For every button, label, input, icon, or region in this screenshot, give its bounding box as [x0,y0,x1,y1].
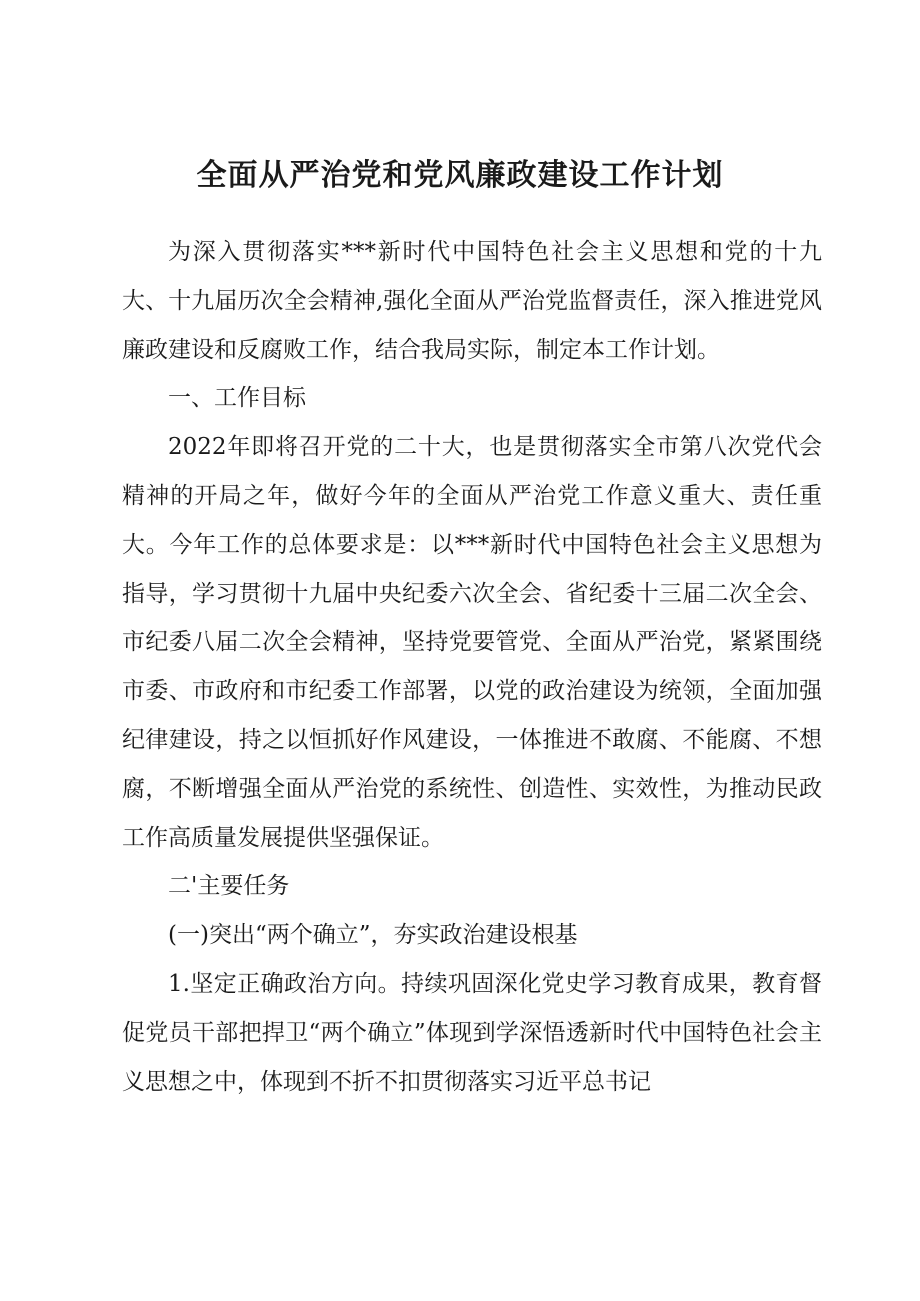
goals-paragraph: 2022年即将召开党的二十大，也是贯彻落实全市第八次党代会精神的开局之年，做好今年的全面从严治党工作意义重大、责任重大。今年工作的总体要求是：以***新时代中国特色社会主义思想为指导，学习贯彻十九届中央纪委六次全会、省纪委十三届二次全会、市纪委八届二次全会精神，坚持党要管党、全面从严治党，紧紧围绕市委、市政府和市纪委工作部署，以党的政治建设为统领，全面加强纪律建设，持之以恒抓好作风建设，一体推进不敢腐、不能腐、不想腐，不断增强全面从严治党的系统性、创造性、实效性，为推动民政工作高质量发展提供坚强保证。 [122,434,822,851]
section-heading-tasks: 二'主要任务 [168,873,290,900]
subsection-heading-political: (一)突出“两个确立”，夯实政治建设根基 [168,922,578,949]
intro-paragraph: 为深入贯彻落实***新时代中国特色社会主义思想和党的十九大、十九届历次全会精神,强化全面从严治党监督责任，深入推进党风廉政建设和反腐败工作，结合我局实际，制定本工作计划。 [122,239,822,363]
task-paragraph-1: 1.坚定正确政治方向。持续巩固深化党史学习教育成果，教育督促党员干部把捍卫“两个确立”体现到学深悟透新时代中国特色社会主义思想之中，体现到不折不扣贯彻落实习近平总书记 [122,970,822,1095]
section-heading-goals: 一、工作目标 [168,385,306,412]
document-body [122,228,822,1106]
document-title: 全面从严治党和党风廉政建设工作计划 [196,158,724,193]
